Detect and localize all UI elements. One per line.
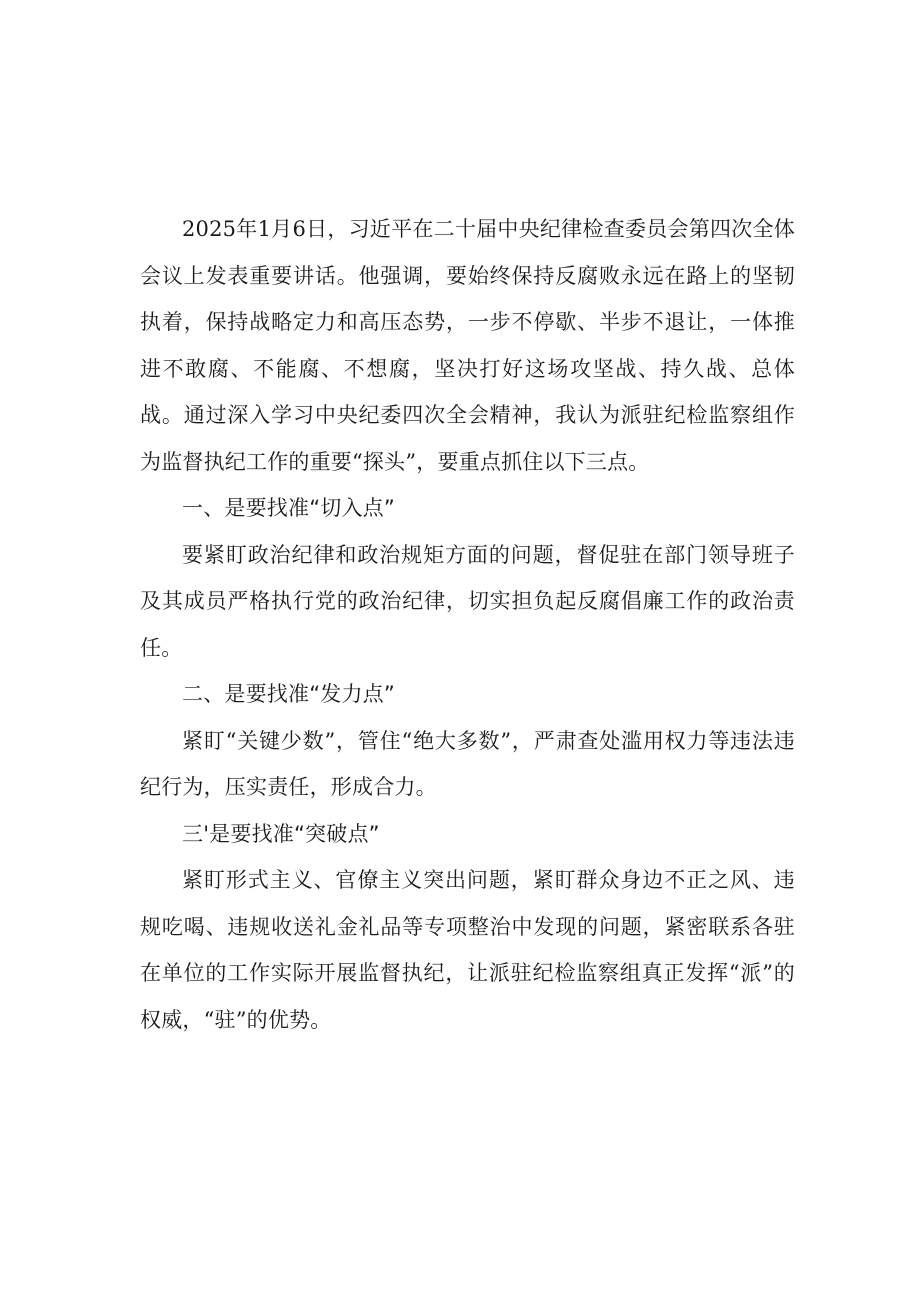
- section-heading-1: 一、是要找准“切入点”: [182, 496, 395, 520]
- document-body: [140, 206, 795, 1043]
- section-body-3: 紧盯形式主义、官僚主义突出问题，紧盯群众身边不正之风、违规吃喝、违规收送礼金礼品等专项整治中发现的问题，紧密联系各驻在单位的工作实际开展监督执纪，让派驻纪检监察组真正发挥“派”的权威，“驻”的优势。: [140, 868, 795, 1032]
- section-heading-3: 三'是要找准“突破点”: [182, 821, 380, 846]
- section-body-1: 要紧盯政治纪律和政治规矩方面的问题，督促驻在部门领导班子及其成员严格执行党的政治纪律，切实担负起反腐倡廉工作的政治责任。: [140, 542, 795, 660]
- section-body-2: 紧盯“关键少数”，管住“绝大多数”，严肃查处滥用权力等违法违纪行为，压实责任，形成合力。: [140, 728, 795, 799]
- intro-paragraph: 2025年1月6日，习近平在二十届中央纪律检查委员会第四次全体会议上发表重要讲话。他强调，要始终保持反腐败永远在路上的坚韧执着，保持战略定力和高压态势，一步不停歇、半步不退让，一体推进不敢腐、不能腐、不想腐，坚决打好这场攻坚战、持久战、总体战。通过深入学习中央纪委四次全会精神，我认为派驻纪检监察组作为监督执纪工作的重要“探头”，要重点抓住以下三点。: [140, 217, 795, 474]
- section-heading-2: 二、是要找准“发力点”: [182, 682, 395, 706]
